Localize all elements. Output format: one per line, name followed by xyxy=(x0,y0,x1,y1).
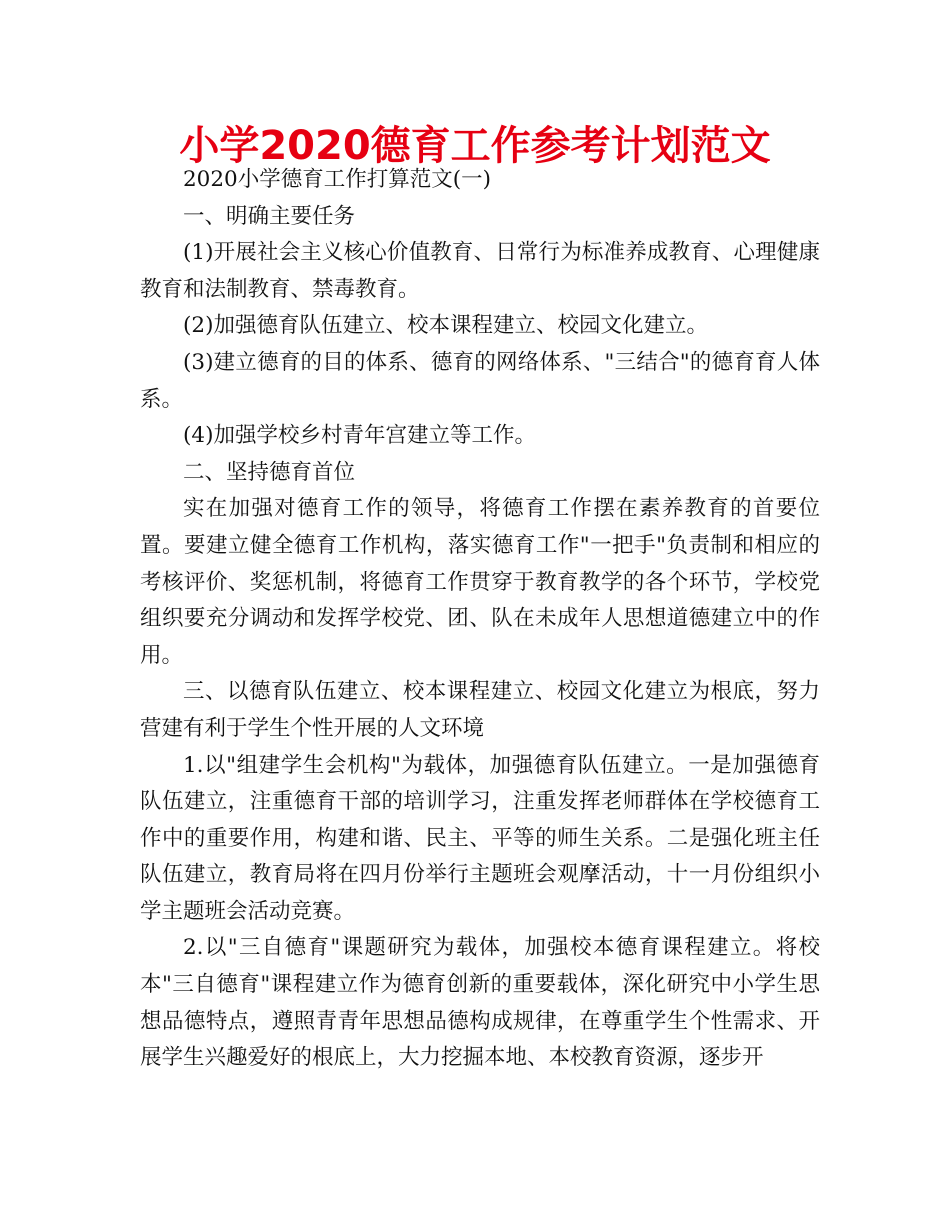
paragraph-subtitle: 2020小学德育工作打算范文(一) xyxy=(183,167,491,192)
paragraph-body-1: 实在加强对德育工作的领导，将德育工作摆在素养教育的首要位置。要建立健全德育工作机构，落实德育工作"一把手"负责制和相应的考核评价、奖惩机制，将德育工作贯穿于教育教学的各个环节，学校党组织要充分调动和发挥学校党、团、队在未成年人思想道德建立中的作用。 xyxy=(140,496,820,668)
paragraph-body-3: 2.以"三自德育"课题研究为载体，加强校本德育课程建立。将校本"三自德育"课程建立作为德育创新的重要载体，深化研究中小学生思想品德特点，遵照青青年思想品德构成规律，在尊重学生个性需求、开展学生兴趣爱好的根底上，大力挖掘本地、本校教育资源，逐步开 xyxy=(140,935,820,1071)
paragraph-heading-1: 一、明确主要任务 xyxy=(183,203,356,229)
document-body xyxy=(140,162,820,1077)
paragraph-item-4: (4)加强学校乡村青年宫建立等工作。 xyxy=(183,423,536,449)
paragraph-heading-2: 二、坚持德育首位 xyxy=(183,459,356,485)
paragraph-body-2: 1.以"组建学生会机构"为载体，加强德育队伍建立。一是加强德育队伍建立，注重德育干部的培训学习，注重发挥老师群体在学校德育工作中的重要作用，构建和谐、民主、平等的师生关系。二是强化班主任队伍建立，教育局将在四月份举行主题班会观摩活动，十一月份组织小学主题班会活动竞赛。 xyxy=(140,752,820,924)
paragraph-heading-3: 三、以德育队伍建立、校本课程建立、校园文化建立为根底，努力营建有利于学生个性开展的人文环境 xyxy=(140,679,820,741)
paragraph-item-3: (3)建立德育的目的体系、德育的网络体系、"三结合"的德育育人体系。 xyxy=(140,349,820,412)
paragraph-item-2: (2)加强德育队伍建立、校本课程建立、校园文化建立。 xyxy=(183,313,708,339)
paragraph-item-1: (1)开展社会主义核心价值教育、日常行为标准养成教育、心理健康教育和法制教育、禁毒教育。 xyxy=(140,240,820,302)
document-title: 小学2020德育工作参考计划范文 xyxy=(179,123,771,169)
